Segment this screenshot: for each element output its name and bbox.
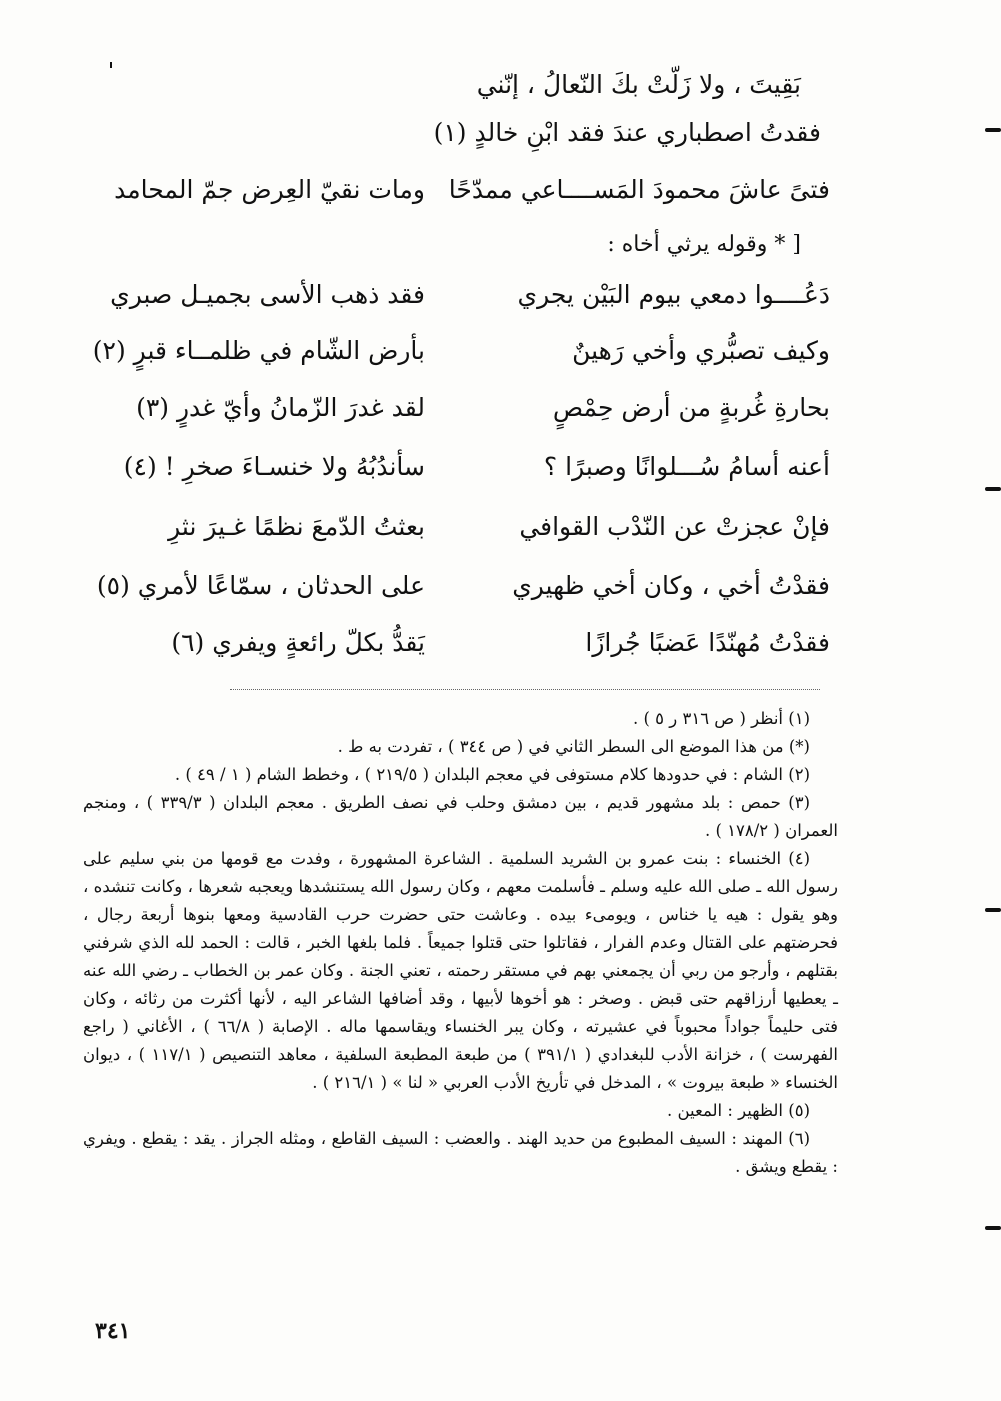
couplet-row [95, 175, 830, 219]
couplet-row [95, 571, 830, 615]
couplet-row [92, 336, 830, 380]
margin-mark [985, 487, 1001, 491]
hemistich-left: سأندُبُهُ ولا خنسـاءَ صخرِ ! (٤) [123, 452, 425, 481]
verse-line-top-1: بَقِيتَ ، ولا زَلّتْ بكَ النّعالُ ، إنّني [476, 70, 801, 99]
hemistich-right: بحارةِ غُربةٍ من أرض حِمْصٍ [552, 393, 830, 422]
footnote: (٦) المهند : السيف المطبوع من حديد الهند . والعضب : السيف القاطع ، ومثله الجراز . يقد : يقطع . ويفري : يقطع ويشق . [83, 1129, 838, 1176]
couplet-row [95, 280, 830, 324]
footnote: (*) من هذا الموضع الى السطر الثاني في ( ص ٣٤٤ ) ، تفردت به ط . [337, 737, 810, 756]
hemistich-left: ومات نقيّ العِرض جمّ المحامد [114, 175, 425, 204]
hemistich-left: يَقدُّ بكلّ رائعةٍ ويفري (٦) [171, 628, 425, 657]
hemistich-right: فإنْ عجزتْ عن النّدْب القوافي [519, 512, 830, 541]
hemistich-left: على الحدثان ، سمّاعًا لأمري (٥) [96, 571, 425, 600]
hemistich-right: دَعُــــوا دمعي بيوم البَيْن يجري [517, 280, 830, 309]
footnotes [83, 705, 838, 1181]
hemistich-left: فقد ذهب الأسى بجميـل صبري [110, 280, 425, 309]
margin-mark [985, 1226, 1001, 1230]
couplet-row [95, 393, 830, 437]
couplet-row [95, 628, 830, 672]
footnote: (٣) حمص : بلد مشهور قديم ، بين دمشق وحلب في نصف الطريق . معجم البلدان ( ٣٣٩/٣ ) ، ومنجم العمران ( ١٧٨/٢ ) . [83, 793, 838, 840]
footnote-separator [230, 689, 820, 690]
hemistich-right: فقدْتُ مُهنّدًا عَضبًا جُرازًا [585, 628, 830, 657]
footnote: (٥) الظهير : المعين . [666, 1101, 810, 1120]
corner-mark [110, 62, 112, 68]
page-number: ٣٤١ [95, 1318, 131, 1344]
hemistich-left: لقد غدرَ الزّمانُ وأيّ غدرٍ (٣) [136, 393, 425, 422]
footnote: (٤) الخنساء : بنت عمرو بن الشريد السلمية . الشاعرة المشهورة ، وفدت مع قومها من بني سليم على رسول الله ـ صلى الله عليه وسلم ـ فأسلمت معهم ، وكان رسول الله يستنشدها ويعجبه شعرها ، وكانت تنشده ، وهو يقول : هيه يا خناس ، ويومىء بيده . وعاشت حتى حضرت حرب القادسية ومعها بنوها أربعة رجال ، فحرضتهم على القتال وعدم الفرار ، فقاتلوا حتى قتلوا جميعاً . فلما بلغها الخبر ، قالت : الحمد لله الذي شرفني بقتلهم ، وأرجو من ربي أن يجمعني بهم في مستقر رحمته ، تعني الجنة . وكان عمر بن الخطاب ـ رضي الله عنه ـ يعطيها أرزاقهم حتى قبض . وصخر : هو أخوها لأبيها ، وقد أضافها الشاعر اليه ، لأنها أكثرت من رثائه ، وكان فتى حليماً جواداً محبوباً في عشيرته ، وكان يبر الخنساء ويقاسمها ماله . الإصابة ( ٦٦/٨ ) ، الأغاني ( راجع الفهرست ) ، خزانة الأدب للبغدادي ( ٣٩١/١ ) من طبعة المطبعة السلفية ، معاهد التنصيص ( ١١٧/١ ) ، ديوان الخنساء « طبعة بيروت » ، المدخل في تأريخ الأدب العربي « لنا » ( ٢١٦/١ ) . [83, 849, 838, 1092]
hemistich-right: وكيف تصبُّري وأخي رَهينٌ [572, 336, 830, 365]
hemistich-left: بأرض الشّام في ظلمــاء قبرٍ (٢) [92, 336, 425, 365]
hemistich-right: أعنه أسامُ سُـــلوانًا وصبرًا ؟ [543, 452, 830, 481]
hemistich-left: بعثتُ الدّمعَ نظمًا غـيرَ نثرِ [168, 512, 425, 541]
footnote: (٢) الشام : في حدودها كلام مستوفى في معجم البلدان ( ٢١٩/٥ ) ، وخطط الشام ( ١ / ٤٩ ) . [174, 765, 810, 784]
couplet-row [95, 512, 830, 556]
couplet-row [95, 452, 830, 496]
footnote: (١) أنظر ( ص ٣١٦ ر ٥ ) . [632, 709, 810, 728]
hemistich-right: فتىً عاشَ محمودَ المَســــاعي ممدّحًا [448, 175, 830, 204]
verse-line-top-2: فقدتُ اصطباري عندَ فقد ابْنِ خالدٍ (١) [433, 118, 821, 147]
hemistich-right: فقدْتُ أخي ، وكان أخي ظهيري [512, 571, 830, 600]
margin-mark [985, 128, 1001, 132]
poem-intro: [ * وقوله يرثي أخاه : [607, 232, 801, 257]
margin-mark [985, 908, 1001, 912]
